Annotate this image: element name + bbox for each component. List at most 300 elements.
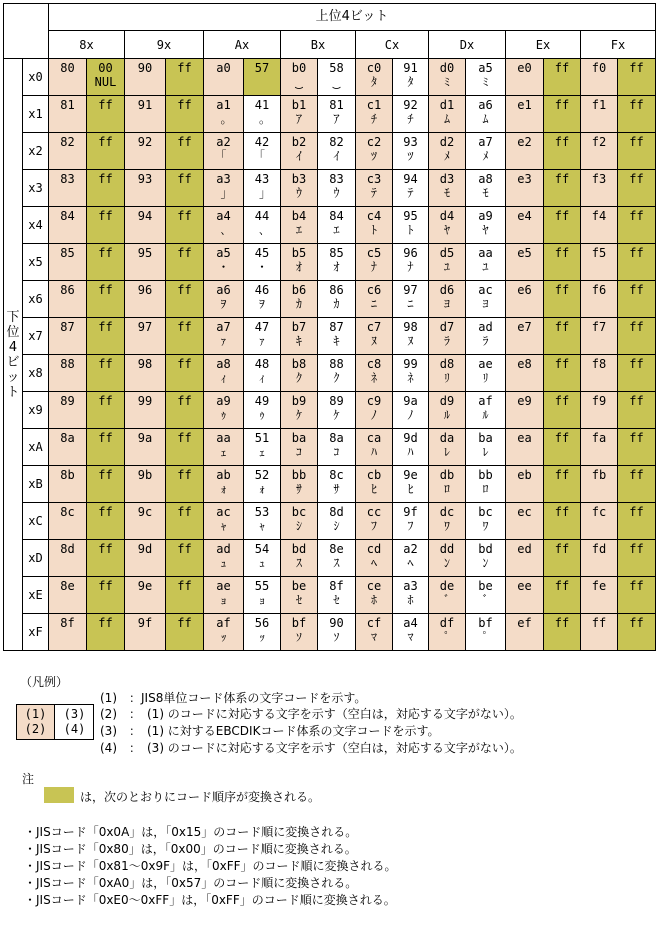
ebcdik-code-cell xyxy=(544,170,581,207)
code-value: ce xyxy=(366,579,382,593)
character-value: ｻ xyxy=(333,482,340,496)
code-value: ff xyxy=(554,320,570,334)
code-value: 8a xyxy=(60,431,75,445)
ebcdik-code-cell xyxy=(393,59,429,96)
character-value: ﾆ xyxy=(370,297,377,311)
code-value: 98 xyxy=(403,320,418,334)
code-value: ff xyxy=(629,98,644,112)
jis-code-cell xyxy=(49,318,87,355)
character-value: ﾔ xyxy=(482,223,489,237)
ebcdik-code-cell xyxy=(466,540,506,577)
row-label: x0 xyxy=(23,59,49,96)
code-value: ff xyxy=(98,246,113,260)
character-value: ﾑ xyxy=(482,112,489,126)
ebcdik-code-cell xyxy=(87,540,125,577)
character-value: ﾏ xyxy=(407,630,414,644)
code-value: 9d xyxy=(403,431,418,445)
ebcdik-code-cell xyxy=(544,318,581,355)
character-value: ﾜ xyxy=(482,519,489,533)
legend-box-3: (3) xyxy=(63,707,86,721)
code-value: b0 xyxy=(291,61,307,75)
character-value: ﾐ xyxy=(443,75,450,89)
code-value: ae xyxy=(478,357,493,371)
code-value: ad xyxy=(478,320,493,334)
character-value: ｿ xyxy=(333,630,340,644)
code-value: ac xyxy=(478,283,493,297)
jis-code-cell xyxy=(125,503,166,540)
code-value: a7 xyxy=(216,320,231,334)
jis-code-cell xyxy=(356,466,393,503)
character-value: ｷ xyxy=(333,334,340,348)
character-value: ﾗ xyxy=(443,334,450,348)
code-value: ff xyxy=(98,394,113,408)
jis-code-cell xyxy=(281,133,318,170)
code-value: ff xyxy=(629,320,644,334)
jis-code-cell xyxy=(204,170,244,207)
table-body xyxy=(4,59,656,651)
character-value: ｵ xyxy=(333,260,340,274)
jis-code-cell xyxy=(49,96,87,133)
code-value: ae xyxy=(216,579,231,593)
code-value: ff xyxy=(177,209,192,223)
jis-code-cell xyxy=(356,540,393,577)
character-value: ｭ xyxy=(220,556,227,570)
character-value: ｭ xyxy=(258,556,265,570)
jis-code-cell xyxy=(204,281,244,318)
jis-code-cell xyxy=(356,59,393,96)
jis-code-cell xyxy=(356,318,393,355)
jis-code-cell xyxy=(356,392,393,429)
code-value: cd xyxy=(366,542,382,556)
table-row xyxy=(4,614,656,651)
legend-line-4: (4) ： (3) のコードに対応する文字を示す（空白は，対応する文字がない）。 xyxy=(100,741,522,755)
code-value: 94 xyxy=(403,172,418,186)
ebcdik-code-cell xyxy=(393,503,429,540)
table-row xyxy=(4,133,656,170)
character-value: ｡ xyxy=(258,112,265,126)
code-value: bf xyxy=(478,616,493,630)
character-value: ﾅ xyxy=(370,260,377,274)
character-value: ･ xyxy=(258,260,265,274)
ebcdik-code-cell xyxy=(318,355,356,392)
note-item-1: ・JISコード「0x0A」は，「0x15」のコード順に変換される。 xyxy=(24,825,358,839)
code-value: e7 xyxy=(517,320,532,334)
code-value: 83 xyxy=(329,172,344,186)
ebcdik-code-cell xyxy=(544,429,581,466)
jis-code-cell xyxy=(49,281,87,318)
row-label: xF xyxy=(23,614,49,651)
code-value: a2 xyxy=(403,542,418,556)
lower-4bit-header-char: ッ xyxy=(6,369,20,385)
jis-code-cell xyxy=(429,59,466,96)
ebcdik-code-cell xyxy=(544,281,581,318)
character-value: ﾊ xyxy=(370,445,377,459)
ebcdik-code-cell xyxy=(618,281,656,318)
jis-code-cell xyxy=(506,466,544,503)
character-value: ｳ xyxy=(295,186,302,200)
character-value: ﾄ xyxy=(370,223,377,237)
character-value: ｩ xyxy=(258,408,265,422)
code-value: a8 xyxy=(216,357,231,371)
ebcdik-code-cell xyxy=(544,133,581,170)
code-value: 86 xyxy=(329,283,344,297)
code-value: ff xyxy=(554,98,570,112)
character-value: ﾂ xyxy=(407,149,414,163)
code-value: f0 xyxy=(591,61,607,75)
code-value: 81 xyxy=(60,98,75,112)
code-value: 9d xyxy=(137,542,153,556)
character-value: ﾚ xyxy=(482,445,489,459)
code-value: fb xyxy=(591,468,607,482)
code-value: ff xyxy=(554,505,570,519)
jis-code-cell xyxy=(125,429,166,466)
jis-code-cell xyxy=(506,540,544,577)
ebcdik-code-cell xyxy=(618,429,656,466)
code-value: a1 xyxy=(216,98,231,112)
code-value: ff xyxy=(98,468,113,482)
row-label: x4 xyxy=(23,207,49,244)
character-value: ｪ xyxy=(258,445,265,459)
character-value: ﾂ xyxy=(370,149,377,163)
code-value: 8c xyxy=(60,505,75,519)
jis-code-cell xyxy=(506,96,544,133)
code-value: b6 xyxy=(291,283,307,297)
jis-code-cell xyxy=(204,96,244,133)
code-value: 92 xyxy=(403,98,418,112)
code-value: bb xyxy=(478,468,493,482)
code-value: ff xyxy=(554,394,570,408)
code-value: ad xyxy=(216,542,231,556)
character-value: ﾛ xyxy=(443,482,450,496)
jis-code-cell xyxy=(204,429,244,466)
character-value: ｬ xyxy=(220,519,227,533)
jis-code-cell xyxy=(356,429,393,466)
code-value: c0 xyxy=(366,61,382,75)
code-value: aa xyxy=(478,246,493,260)
code-value: 8d xyxy=(60,542,75,556)
character-value: ﾝ xyxy=(443,556,450,570)
ebcdik-code-cell xyxy=(393,133,429,170)
character-value: ﾅ xyxy=(407,260,414,274)
code-value: f6 xyxy=(591,283,607,297)
row-label: x2 xyxy=(23,133,49,170)
ebcdik-code-cell xyxy=(166,392,204,429)
jis-code-cell xyxy=(429,318,466,355)
code-value: 9f xyxy=(137,616,153,630)
jis-code-cell xyxy=(49,577,87,614)
code-value: 54 xyxy=(254,542,270,556)
ebcdik-code-cell xyxy=(466,503,506,540)
code-value: d6 xyxy=(439,283,455,297)
row-label: xD xyxy=(23,540,49,577)
code-value: ff xyxy=(177,135,192,149)
jis-code-cell xyxy=(125,614,166,651)
code-value: f2 xyxy=(591,135,607,149)
code-value: ff xyxy=(629,505,644,519)
code-value: 95 xyxy=(137,246,153,260)
jis-code-cell xyxy=(49,429,87,466)
note-item-5: ・JISコード「0xE0～0xFF」は，「0xFF」のコード順に変換される。 xyxy=(24,893,396,907)
lower-4bit-header xyxy=(4,59,23,651)
character-value: ､ xyxy=(258,223,265,237)
ebcdik-code-cell xyxy=(166,281,204,318)
character-value: ﾘ xyxy=(443,371,450,385)
table-row xyxy=(4,540,656,577)
code-value: ff xyxy=(177,98,192,112)
note-item-3: ・JISコード「0x81～0x9F」は，「0xFF」のコード順に変換される。 xyxy=(24,859,397,873)
code-value: bb xyxy=(291,468,307,482)
table-row xyxy=(4,244,656,281)
jis-code-cell xyxy=(581,355,618,392)
jis-code-cell xyxy=(506,59,544,96)
code-value: 86 xyxy=(60,283,75,297)
ebcdik-code-cell xyxy=(466,392,506,429)
legend-box-ebcdik xyxy=(56,705,93,739)
code-conversion-table xyxy=(3,3,656,651)
jis-code-cell xyxy=(281,59,318,96)
code-value: 9a xyxy=(403,394,418,408)
legend-line-2: (2) ： (1) のコードに対応する文字を示す（空白は，対応する文字がない）。 xyxy=(100,707,522,721)
code-value: b4 xyxy=(291,209,307,223)
code-value: ac xyxy=(216,505,231,519)
group-header-dx: Dx xyxy=(429,31,506,59)
code-value: a6 xyxy=(478,98,493,112)
code-value: ff xyxy=(177,394,192,408)
character-value: ｴ xyxy=(333,223,340,237)
jis-code-cell xyxy=(281,318,318,355)
jis-code-cell xyxy=(429,281,466,318)
code-value: 9a xyxy=(137,431,153,445)
ebcdik-code-cell xyxy=(393,577,429,614)
code-value: ff xyxy=(98,542,113,556)
character-value: ｨ xyxy=(220,371,227,385)
table-row xyxy=(4,429,656,466)
code-value: af xyxy=(478,394,493,408)
code-value: 83 xyxy=(60,172,75,186)
ebcdik-code-cell xyxy=(618,355,656,392)
jis-code-cell xyxy=(49,540,87,577)
jis-code-cell xyxy=(429,614,466,651)
ebcdik-code-cell xyxy=(466,59,506,96)
jis-code-cell xyxy=(281,466,318,503)
jis-code-cell xyxy=(356,133,393,170)
jis-code-cell xyxy=(281,207,318,244)
jis-code-cell xyxy=(125,133,166,170)
table-row xyxy=(4,577,656,614)
character-value: ﾓ xyxy=(482,186,489,200)
character-value: ﾝ xyxy=(482,556,489,570)
code-value: ff xyxy=(591,616,607,630)
code-value: ff xyxy=(554,616,570,630)
ebcdik-code-cell xyxy=(87,59,125,96)
code-value: ff xyxy=(629,209,644,223)
jis-code-cell xyxy=(581,429,618,466)
jis-code-cell xyxy=(581,207,618,244)
character-value: ﾖ xyxy=(482,297,489,311)
character-value: ‿ xyxy=(332,75,341,89)
lower-4bit-header-char: ビ xyxy=(6,354,20,370)
character-value: ﾈ xyxy=(370,371,377,385)
character-value: ｪ xyxy=(220,445,227,459)
code-value: 53 xyxy=(254,505,270,519)
code-value: c9 xyxy=(366,394,382,408)
character-value: ﾞ xyxy=(443,593,450,607)
code-value: a2 xyxy=(216,135,231,149)
ebcdik-code-cell xyxy=(318,281,356,318)
code-value: d4 xyxy=(439,209,455,223)
ebcdik-code-cell xyxy=(244,466,281,503)
code-value: c4 xyxy=(366,209,382,223)
ebcdik-code-cell xyxy=(544,577,581,614)
jis-code-cell xyxy=(125,96,166,133)
character-value: ﾐ xyxy=(482,75,489,89)
character-value: ﾟ xyxy=(443,630,450,644)
code-value: 88 xyxy=(60,357,75,371)
jis-code-cell xyxy=(506,170,544,207)
ebcdik-code-cell xyxy=(318,466,356,503)
ebcdik-code-cell xyxy=(544,96,581,133)
ebcdik-code-cell xyxy=(618,96,656,133)
code-value: ff xyxy=(177,283,192,297)
jis-code-cell xyxy=(581,244,618,281)
jis-code-cell xyxy=(429,170,466,207)
table-row xyxy=(4,170,656,207)
code-value: ec xyxy=(517,505,532,519)
ebcdik-code-cell xyxy=(87,355,125,392)
ebcdik-code-cell xyxy=(87,281,125,318)
jis-code-cell xyxy=(125,59,166,96)
code-value: 8f xyxy=(329,579,344,593)
ebcdik-code-cell xyxy=(318,503,356,540)
jis-code-cell xyxy=(429,540,466,577)
group-header-bx: Bx xyxy=(281,31,356,59)
ebcdik-code-cell xyxy=(544,59,581,96)
character-value: ｶ xyxy=(295,297,302,311)
code-value: e3 xyxy=(517,172,532,186)
table-row xyxy=(4,355,656,392)
code-value: 90 xyxy=(137,61,153,75)
row-label: x6 xyxy=(23,281,49,318)
jis-code-cell xyxy=(429,207,466,244)
table-row xyxy=(4,207,656,244)
character-value: ｮ xyxy=(220,593,227,607)
ebcdik-code-cell xyxy=(318,170,356,207)
character-value: ﾟ xyxy=(482,630,489,644)
ebcdik-code-cell xyxy=(244,207,281,244)
code-value: af xyxy=(216,616,231,630)
code-value: 8e xyxy=(329,542,344,556)
code-value: d9 xyxy=(439,394,455,408)
code-value: 84 xyxy=(329,209,344,223)
character-value: ﾓ xyxy=(443,186,450,200)
code-value: d5 xyxy=(439,246,455,260)
ebcdik-code-cell xyxy=(87,207,125,244)
row-label: xB xyxy=(23,466,49,503)
character-value: ｵ xyxy=(295,260,302,274)
jis-code-cell xyxy=(125,244,166,281)
jis-code-cell xyxy=(125,207,166,244)
code-value: fa xyxy=(591,431,607,445)
table-row xyxy=(4,281,656,318)
code-value: 80 xyxy=(60,61,75,75)
code-value: b8 xyxy=(291,357,307,371)
code-value: 84 xyxy=(60,209,75,223)
character-value: ﾉ xyxy=(370,408,377,422)
character-value: ｼ xyxy=(333,519,340,533)
jis-code-cell xyxy=(49,244,87,281)
jis-code-cell xyxy=(204,318,244,355)
character-value: ｾ xyxy=(333,593,340,607)
character-value: ﾍ xyxy=(370,556,377,570)
character-value: ｺ xyxy=(333,445,340,459)
character-value: ﾒ xyxy=(443,149,450,163)
ebcdik-code-cell xyxy=(393,614,429,651)
ebcdik-code-cell xyxy=(544,207,581,244)
jis-code-cell xyxy=(204,466,244,503)
jis-code-cell xyxy=(204,392,244,429)
code-value: ca xyxy=(366,431,382,445)
ebcdik-code-cell xyxy=(393,392,429,429)
code-value: 8b xyxy=(60,468,75,482)
character-value: ﾋ xyxy=(407,482,414,496)
ebcdik-code-cell xyxy=(166,540,204,577)
code-value: ba xyxy=(478,431,493,445)
code-value: ff xyxy=(554,283,570,297)
code-value: c7 xyxy=(366,320,382,334)
character-value: ｫ xyxy=(258,482,265,496)
code-value: d7 xyxy=(439,320,455,334)
jis-code-cell xyxy=(581,466,618,503)
character-value: ｶ xyxy=(333,297,340,311)
code-value: b1 xyxy=(291,98,307,112)
ebcdik-code-cell xyxy=(87,392,125,429)
ebcdik-code-cell xyxy=(544,503,581,540)
ebcdik-code-cell xyxy=(244,133,281,170)
code-value: 51 xyxy=(254,431,270,445)
code-value: 8a xyxy=(329,431,344,445)
code-value: f9 xyxy=(591,394,607,408)
code-value: ff xyxy=(629,616,644,630)
code-value: f7 xyxy=(591,320,607,334)
character-value: ｹ xyxy=(295,408,302,422)
ebcdik-code-cell xyxy=(618,540,656,577)
ebcdik-code-cell xyxy=(318,133,356,170)
group-header-9x: 9x xyxy=(125,31,204,59)
code-value: ff xyxy=(98,98,113,112)
ebcdik-code-cell xyxy=(244,429,281,466)
ebcdik-code-cell xyxy=(544,355,581,392)
code-value: ff xyxy=(177,61,192,75)
table-row xyxy=(4,466,656,503)
group-header-row xyxy=(4,31,656,59)
character-value: ｫ xyxy=(220,482,227,496)
ebcdik-code-cell xyxy=(393,466,429,503)
ebcdik-code-cell xyxy=(87,429,125,466)
code-value: 9e xyxy=(403,468,418,482)
group-header-8x: 8x xyxy=(49,31,125,59)
character-value: ｡ xyxy=(220,112,227,126)
code-value: 48 xyxy=(254,357,270,371)
jis-code-cell xyxy=(506,392,544,429)
jis-code-cell xyxy=(506,207,544,244)
ebcdik-code-cell xyxy=(166,614,204,651)
ebcdik-code-cell xyxy=(544,614,581,651)
jis-code-cell xyxy=(49,392,87,429)
character-value: ﾆ xyxy=(407,297,414,311)
character-value: ﾜ xyxy=(443,519,450,533)
character-value: ﾇ xyxy=(407,334,414,348)
code-value: df xyxy=(439,616,455,630)
